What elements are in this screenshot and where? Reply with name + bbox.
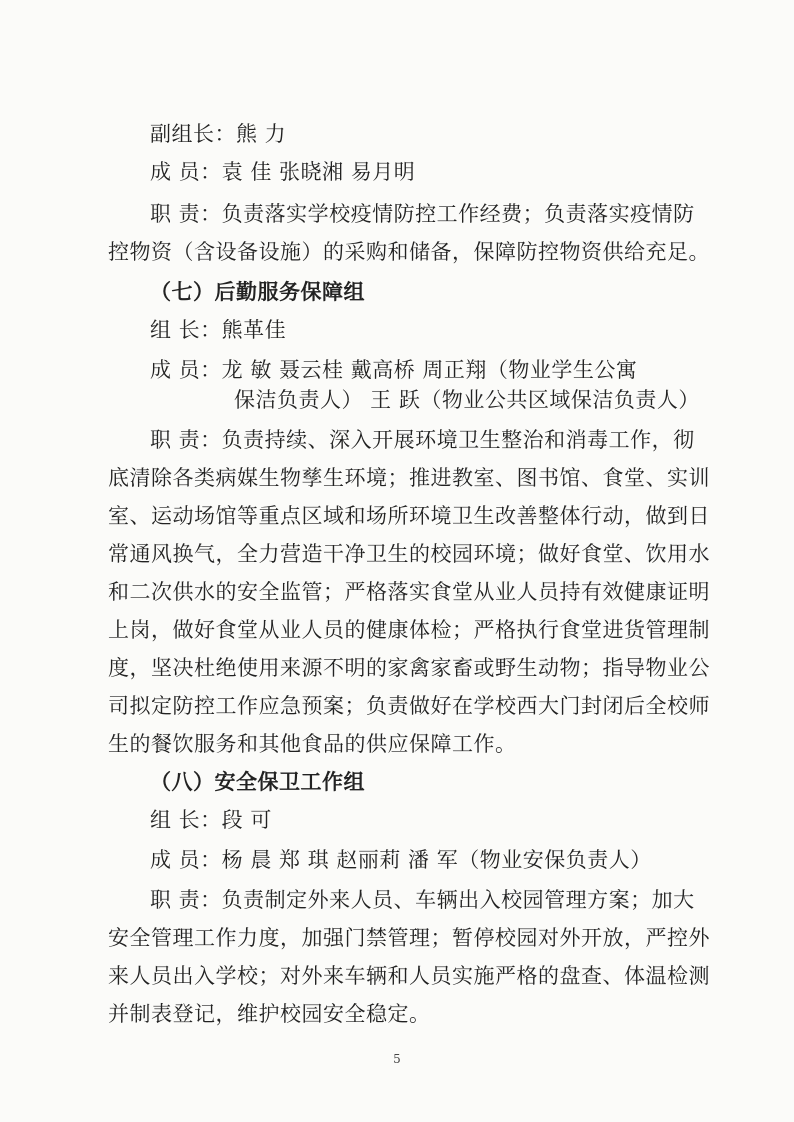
- section-8-heading: （八）安全保卫工作组: [150, 770, 365, 794]
- section-7-duties-line-2: 底清除各类病媒生物孳生环境；推进教室、图书馆、食堂、实训: [108, 466, 710, 490]
- section-7-leader-line: 组 长：熊革佳: [150, 318, 287, 342]
- section-8-leader-line: 组 长：段 可: [150, 808, 272, 832]
- section-8-duties-line-2: 安全管理工作力度，加强门禁管理；暂停校园对外开放，严控外: [108, 926, 710, 950]
- section-8-duties-line-3: 来人员出入学校；对外来车辆和人员实施严格的盘查、体温检测: [108, 964, 710, 988]
- members-line: 成 员：袁 佳 张晓湘 易月明: [150, 160, 416, 184]
- section-7-duties-line-1: 职 责：负责持续、深入开展环境卫生整治和消毒工作，彻: [150, 428, 695, 452]
- section-7-duties-line-8: 司拟定防控工作应急预案；负责做好在学校西大门封闭后全校师: [108, 694, 710, 718]
- duties-line-2: 控物资（含设备设施）的采购和储备，保障防控物资供给充足。: [108, 240, 710, 264]
- section-8-members-line: 成 员：杨 晨 郑 琪 赵丽莉 潘 军（物业安保负责人）: [150, 848, 652, 872]
- deputy-leader-line: 副组长：熊 力: [150, 122, 287, 146]
- section-7-members-line-2: 保洁负责人） 王 跃（物业公共区域保洁负责人）: [234, 388, 700, 412]
- section-8-duties-line-1: 职 责：负责制定外来人员、车辆出入校园管理方案；加大: [150, 888, 695, 912]
- section-7-duties-line-7: 度，坚决杜绝使用来源不明的家禽家畜或野生动物；指导物业公: [108, 656, 710, 680]
- section-7-heading: （七）后勤服务保障组: [150, 280, 365, 304]
- page-number: 5: [393, 1052, 401, 1066]
- section-7-duties-line-3: 室、运动场馆等重点区域和场所环境卫生改善整体行动，做到日: [108, 504, 710, 528]
- section-7-duties-line-4: 常通风换气，全力营造干净卫生的校园环境；做好食堂、饮用水: [108, 542, 710, 566]
- section-7-duties-line-5: 和二次供水的安全监管；严格落实食堂从业人员持有效健康证明: [108, 580, 710, 604]
- section-7-members-line-1: 成 员：龙 敏 聂云桂 戴高桥 周正翔（物业学生公寓: [150, 358, 638, 382]
- duties-line-1: 职 责：负责落实学校疫情防控工作经费；负责落实疫情防: [150, 202, 695, 226]
- section-8-duties-line-4: 并制表登记，维护校园安全稳定。: [108, 1002, 431, 1026]
- section-7-duties-line-6: 上岗，做好食堂从业人员的健康体检；严格执行食堂进货管理制: [108, 618, 710, 642]
- section-7-duties-line-9: 生的餐饮服务和其他食品的供应保障工作。: [108, 732, 517, 756]
